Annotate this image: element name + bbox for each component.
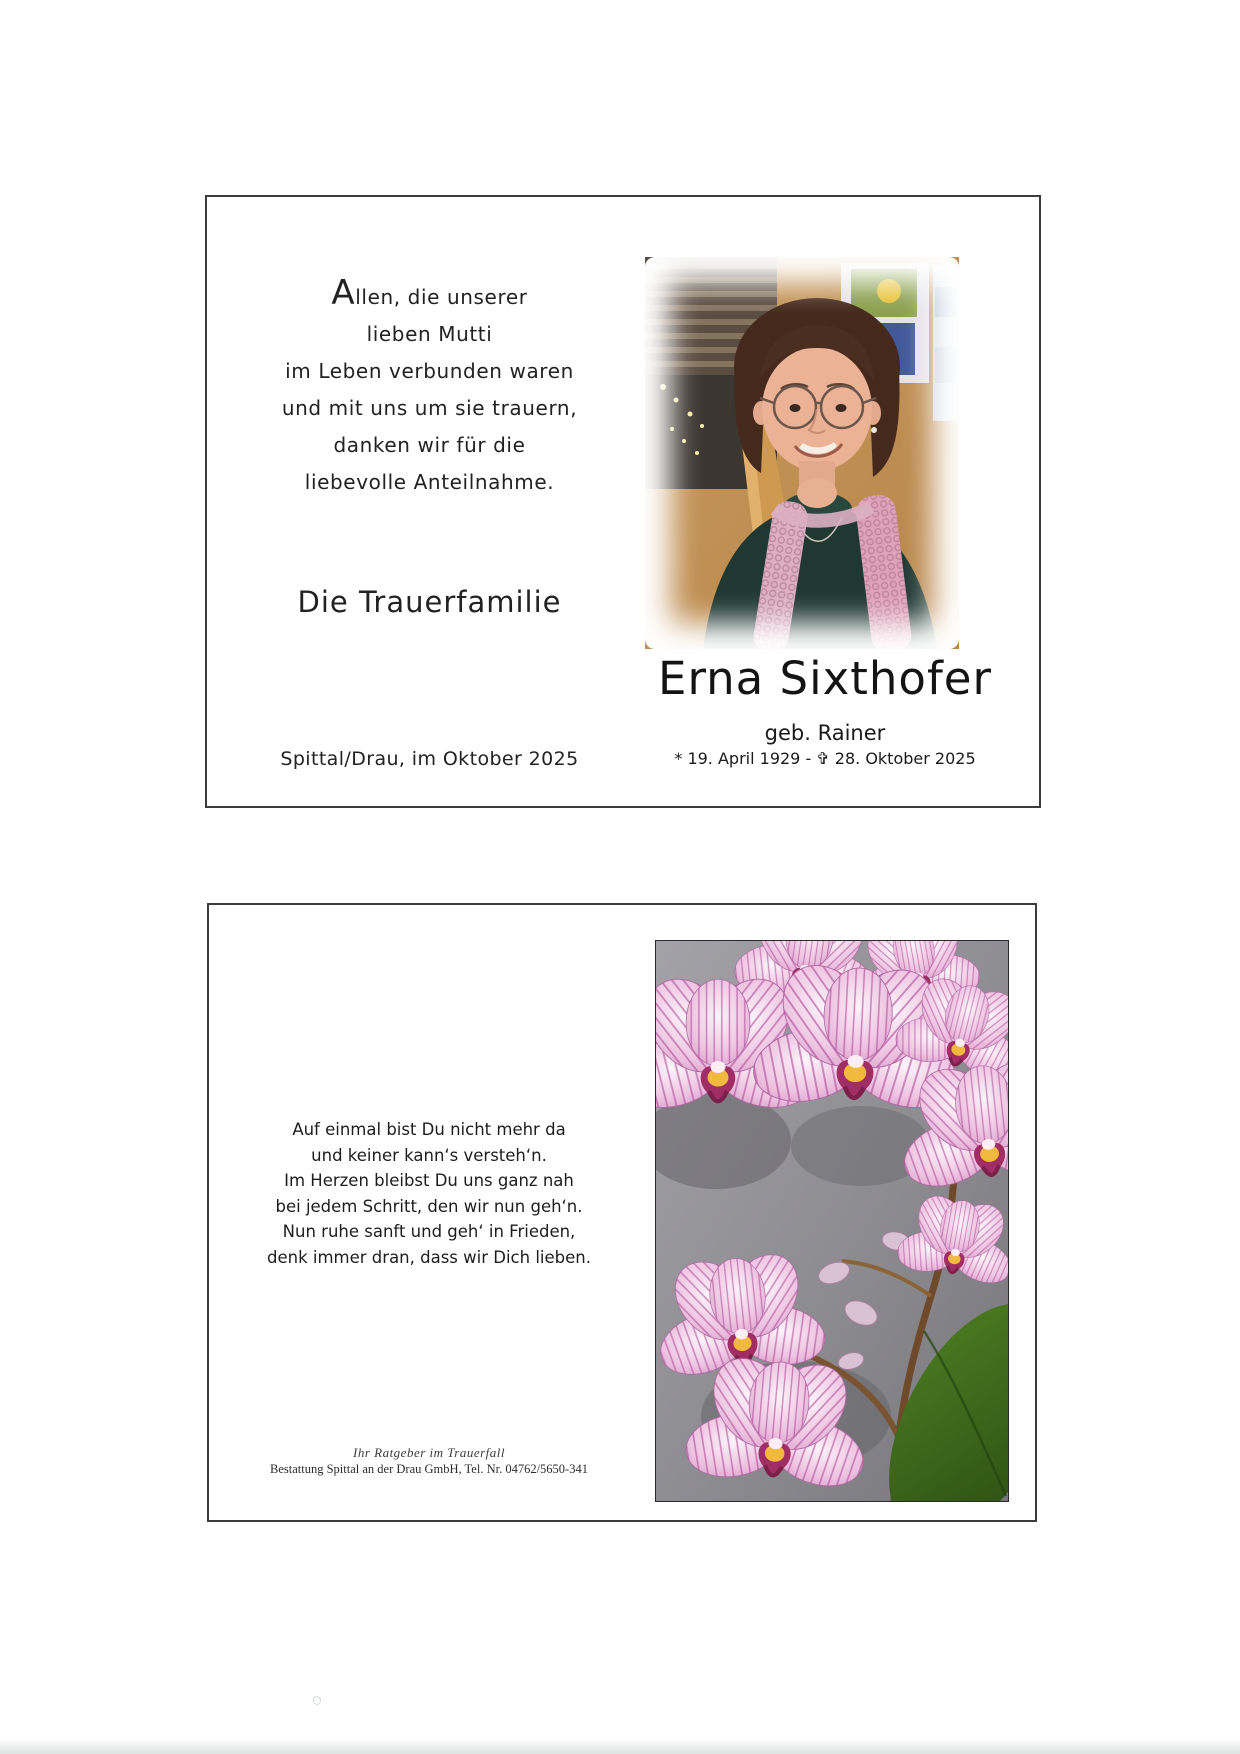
thanks-line-6: liebevolle Anteilnahme. (304, 470, 555, 494)
memorial-poem (224, 1117, 634, 1270)
condolence-thanks-text (227, 275, 632, 501)
poem-line-5: Nun ruhe sanft und geh‘ in Frieden, (282, 1222, 576, 1241)
thanks-dropcap: A (331, 273, 356, 313)
thanks-line-5: danken wir für die (333, 433, 526, 457)
poem-line-4: bei jedem Schritt, den wir nun geh‘n. (275, 1196, 583, 1216)
scan-artifact-dot (313, 1696, 321, 1705)
poem-line-6: denk immer dran, dass wir Dich lieben. (267, 1247, 591, 1267)
thanks-line-1-rest: llen, die unserer (355, 285, 528, 309)
portrait-photo (645, 257, 959, 649)
memorial-card-back (207, 903, 1037, 1522)
memorial-card-front (205, 195, 1041, 808)
birth-name: geb. Rainer (764, 721, 886, 745)
portrait-photo-illustration (645, 257, 959, 649)
poem-line-1: Auf einmal bist Du nicht mehr da (292, 1120, 566, 1139)
orchid-photo-illustration (656, 941, 1008, 1501)
place-and-date-line: Spittal/Drau, im Oktober 2025 (280, 748, 579, 770)
life-dates: * 19. April 1929 - ✞ 28. Oktober 2025 (674, 749, 976, 768)
poem-line-2: und keiner kann‘s versteh‘n. (311, 1145, 547, 1165)
thanks-line-1 (227, 275, 632, 316)
scan-artifact-band (0, 1738, 1240, 1754)
funeral-home-tagline: Ihr Ratgeber im Trauerfall (352, 1445, 506, 1460)
orchid-photo (655, 940, 1009, 1502)
deceased-name: Erna Sixthofer (658, 652, 992, 705)
thanks-line-2: lieben Mutti (366, 322, 493, 346)
thanks-line-4: und mit uns um sie trauern, (281, 396, 578, 420)
mourning-family-line: Die Trauerfamilie (297, 585, 562, 619)
thanks-line-3: im Leben verbunden waren (285, 359, 574, 383)
poem-line-3: Im Herzen bleibst Du uns ganz nah (284, 1171, 574, 1190)
deceased-identity-block (607, 653, 1043, 769)
funeral-home-info: Bestattung Spittal an der Drau GmbH, Tel. Nr. 04762/5650-341 (270, 1462, 588, 1476)
